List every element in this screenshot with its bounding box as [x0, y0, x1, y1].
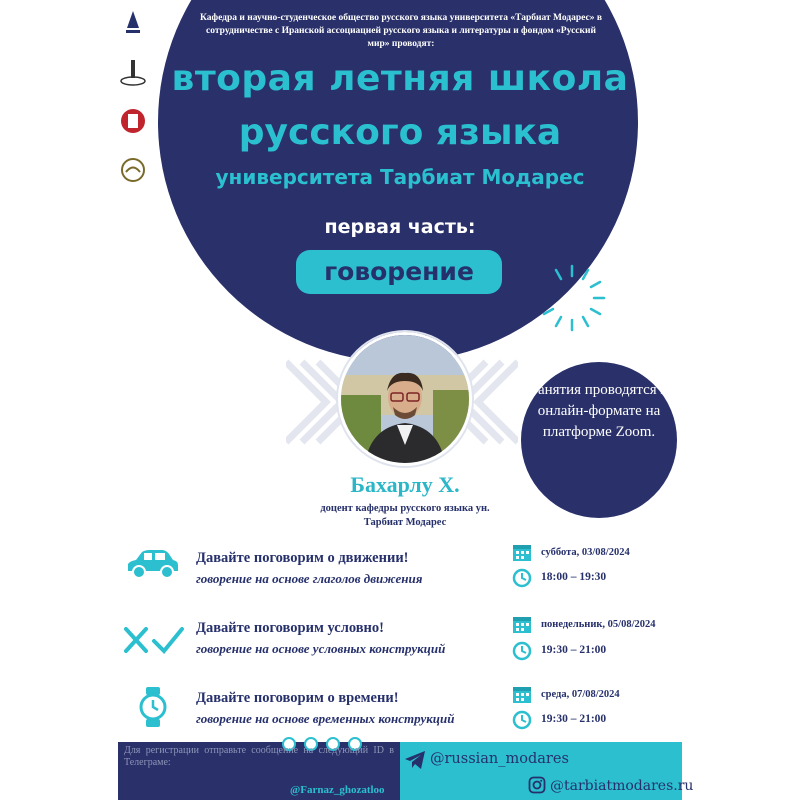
clock-icon	[512, 710, 532, 730]
session-3-time: 19:30 – 21:00	[541, 713, 607, 725]
partner-logos	[118, 8, 152, 204]
clock-icon	[512, 641, 532, 661]
speaker-name: Бахарлу Х.	[350, 472, 460, 497]
calendar-icon	[512, 614, 532, 634]
session-2-date: понедельник, 05/08/2024	[541, 619, 656, 630]
speaker-role-line-1: доцент кафедры русского языка ун.	[320, 503, 490, 514]
speaker-role-line-2: Тарбиат Модарес	[363, 517, 447, 528]
registration-id[interactable]: @Farnaz_ghozatloo	[290, 784, 385, 796]
association-logo-icon	[118, 106, 148, 136]
minaret-logo-icon	[118, 57, 148, 87]
title-line-1: вторая летняя школа	[171, 58, 629, 99]
session-1-title: Давайте поговорим о движении!	[196, 550, 409, 566]
watch-icon	[138, 686, 168, 728]
session-1-time: 18:00 – 19:30	[541, 571, 607, 583]
session-3-title: Давайте поговорим о времени!	[196, 690, 399, 706]
russkiy-mir-logo-icon	[118, 155, 148, 185]
session-2-time: 19:30 – 21:00	[541, 644, 607, 656]
telegram-icon	[404, 750, 426, 770]
topic-label: говорение	[324, 257, 474, 286]
sunburst-decoration-icon	[536, 262, 608, 334]
website-handle[interactable]: @tarbiatmodares.ru	[550, 778, 694, 794]
cross-check-icon	[122, 625, 186, 655]
session-3-date: среда, 07/08/2024	[541, 689, 620, 700]
speaker-photo	[338, 332, 472, 466]
session-1-date: суббота, 03/08/2024	[541, 547, 630, 558]
telegram-handle[interactable]: @russian_modares	[430, 751, 569, 767]
part-label: первая часть:	[324, 216, 476, 238]
title-line-3: университета Тарбиат Модарес	[215, 165, 585, 189]
speaker-portrait-icon	[341, 335, 469, 463]
speaker-role	[300, 502, 510, 530]
intro-text: Кафедра и научно-студенческое общество русского языка университета «Тарбиат Модарес» в сотрудничестве с Иранской ассоциацией русского языка и литературы и фондом «Русский мир» проводят:	[199, 13, 602, 49]
format-note: Занятия проводятся в онлайн-формате на платформе Zoom.	[530, 382, 668, 440]
topic-badge	[296, 250, 502, 294]
registration-text: Для регистрации отправьте сообщение на следующий ID в Телеграме:	[124, 745, 394, 768]
university-logo-icon	[118, 8, 148, 38]
calendar-icon	[512, 542, 532, 562]
session-1-subtitle: говорение на основе глаголов движения	[196, 571, 423, 586]
calendar-icon	[512, 684, 532, 704]
title-line-2: русского языка	[238, 112, 562, 153]
session-2-subtitle: говорение на основе условных конструкций	[196, 641, 446, 656]
session-2-title: Давайте поговорим условно!	[196, 620, 384, 636]
clock-icon	[512, 568, 532, 588]
instagram-icon	[528, 776, 546, 794]
session-3-subtitle: говорение на основе временных конструкций	[196, 711, 455, 726]
car-icon	[124, 547, 180, 581]
